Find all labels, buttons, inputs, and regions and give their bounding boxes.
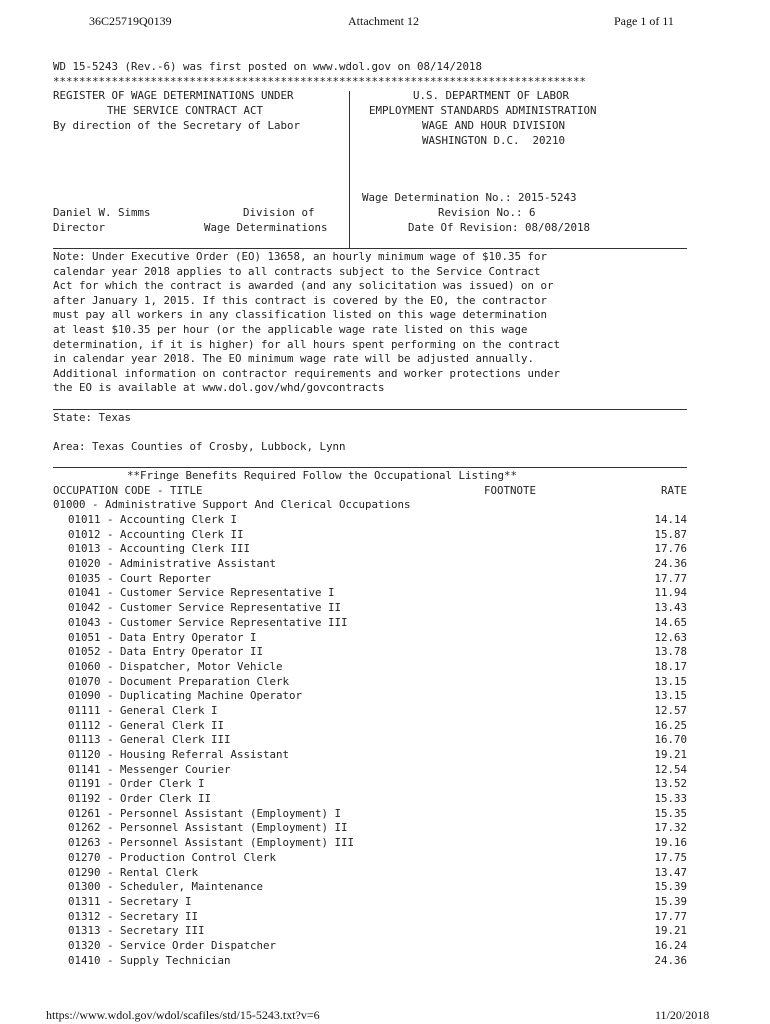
division-line-1: Division of	[243, 206, 315, 219]
occupation-rate: 15.87	[654, 527, 687, 541]
occupation-rate: 12.63	[654, 630, 687, 644]
register-line-1: REGISTER OF WAGE DETERMINATIONS UNDER	[53, 89, 294, 102]
table-row	[68, 689, 687, 704]
division-line-2: Wage Determinations	[204, 221, 328, 234]
occupation-rate: 24.36	[654, 953, 687, 967]
note-line: must pay all workers in any classification listed on this wage determination	[53, 308, 548, 322]
occupation-title: 01013 - Accounting Clerk III	[68, 542, 251, 556]
header-column-divider	[349, 91, 350, 248]
table-row	[68, 777, 687, 792]
occupation-title: 01270 - Production Control Clerk	[68, 850, 277, 864]
posting-line: WD 15-5243 (Rev.-6) was first posted on www.wdol.gov on 08/14/2018	[53, 60, 483, 73]
occupation-rate: 16.70	[654, 733, 687, 747]
occupation-title: 01141 - Messenger Courier	[68, 762, 231, 776]
occupation-title: 01120 - Housing Referral Assistant	[68, 748, 290, 761]
occupation-rate: 17.76	[654, 542, 687, 556]
occupation-title: 01043 - Customer Service Representative III	[68, 615, 348, 629]
occupation-title: 01042 - Customer Service Representative II	[68, 601, 342, 615]
column-header-rate: RATE	[660, 484, 687, 497]
occupation-rate: 13.47	[654, 865, 687, 879]
note-line: in calendar year 2018. The EO minimum wage rate will be adjusted annually.	[53, 352, 535, 366]
occupation-title: 01262 - Personnel Assistant (Employment) II	[68, 821, 348, 835]
note-bottom-rule	[53, 409, 687, 410]
note-line: calendar year 2018 applies to all contracts subject to the Service Contract	[53, 264, 541, 278]
occupation-title: 01290 - Rental Clerk	[68, 865, 199, 879]
register-line-2: THE SERVICE CONTRACT ACT	[107, 104, 264, 117]
occupation-title: 01191 - Order Clerk I	[68, 777, 205, 791]
occupation-rate: 14.14	[654, 513, 687, 526]
occupation-rate: 13.15	[654, 674, 687, 688]
column-header-footnote: FOOTNOTE	[484, 484, 537, 497]
occupation-title: 01113 - General Clerk III	[68, 733, 231, 747]
director-title: Director	[53, 221, 106, 234]
table-row	[68, 954, 687, 969]
table-row	[68, 542, 687, 557]
occupation-title: 01020 - Administrative Assistant	[68, 557, 277, 571]
table-row	[68, 836, 687, 851]
solicitation-number: 36C25719Q0139	[89, 14, 172, 28]
note-line: after January 1, 2015. If this contract is covered by the EO, the contractor	[53, 293, 548, 307]
note-line: Note: Under Executive Order (EO) 13658, an hourly minimum wage of $10.35 for	[53, 250, 548, 263]
occupation-rate: 19.21	[654, 748, 687, 761]
agency-line-2: EMPLOYMENT STANDARDS ADMINISTRATION	[369, 104, 597, 117]
occupation-title: 01300 - Scheduler, Maintenance	[68, 880, 264, 894]
table-row	[68, 851, 687, 866]
table-row	[68, 748, 687, 763]
note-line: the EO is available at www.dol.gov/whd/govcontracts	[53, 381, 385, 395]
occupation-title: 01320 - Service Order Dispatcher	[68, 938, 277, 952]
occupation-rate: 12.54	[654, 762, 687, 776]
table-row	[68, 513, 687, 528]
note-line: determination, if it is higher) for all hours spent performing on the contract	[53, 337, 561, 351]
occupation-title: 01041 - Customer Service Representative I	[68, 586, 335, 600]
occupation-rate: 13.52	[654, 777, 687, 791]
table-row	[68, 821, 687, 836]
table-row	[68, 528, 687, 543]
revision-number: Revision No.: 6	[438, 206, 536, 219]
note-line: at least $10.35 per hour (or the applicable wage rate listed on this wage	[53, 323, 528, 336]
register-line-3: By direction of the Secretary of Labor	[53, 119, 301, 132]
occupation-title: 01112 - General Clerk II	[68, 718, 225, 732]
occupation-title: 01261 - Personnel Assistant (Employment) I	[68, 806, 342, 820]
asterisk-separator: **********************************************************************************	[53, 75, 587, 88]
table-row	[68, 601, 687, 616]
agency-line-4: WASHINGTON D.C. 20210	[422, 134, 566, 147]
occupation-list	[68, 513, 687, 968]
area-line: Area: Texas Counties of Crosby, Lubbock, Lynn	[53, 440, 346, 453]
wage-determination-number: Wage Determination No.: 2015-5243	[362, 191, 577, 204]
attachment-label: Attachment 12	[348, 14, 419, 28]
director-name: Daniel W. Simms	[53, 206, 151, 219]
state-line: State: Texas	[53, 411, 132, 424]
occupation-rate: 15.39	[654, 894, 687, 908]
occupation-title: 01012 - Accounting Clerk II	[68, 527, 244, 541]
source-url: https://www.wdol.gov/wdol/scafiles/std/15-5243.txt?v=6	[46, 1008, 320, 1022]
occupation-title: 01192 - Order Clerk II	[68, 792, 212, 806]
table-row	[68, 939, 687, 954]
table-row	[68, 616, 687, 631]
table-row	[68, 631, 687, 646]
occupation-title: 01090 - Duplicating Machine Operator	[68, 689, 303, 703]
column-header-code-title: OCCUPATION CODE - TITLE	[53, 484, 203, 497]
table-row	[68, 660, 687, 675]
occupation-group-heading: 01000 - Administrative Support And Clerical Occupations	[53, 498, 411, 511]
occupation-title: 01111 - General Clerk I	[68, 703, 218, 717]
occupation-rate: 17.77	[654, 571, 687, 585]
occupation-title: 01263 - Personnel Assistant (Employment) III	[68, 836, 355, 850]
occupation-title: 01052 - Data Entry Operator II	[68, 645, 264, 659]
note-line: Act for which the contract is awarded (and any solicitation was issued) on or	[53, 279, 554, 293]
occupation-title: 01051 - Data Entry Operator I	[68, 630, 257, 644]
table-row	[68, 792, 687, 807]
occupation-rate: 19.21	[654, 924, 687, 938]
occupation-title: 01312 - Secretary II	[68, 909, 199, 923]
occupation-rate: 13.15	[654, 689, 687, 703]
table-row	[68, 763, 687, 778]
occupation-rate: 13.43	[654, 601, 687, 615]
table-row	[68, 675, 687, 690]
table-row	[68, 719, 687, 734]
print-date: 11/20/2018	[655, 1008, 710, 1022]
occupation-title: 01070 - Document Preparation Clerk	[68, 674, 290, 688]
table-row	[68, 557, 687, 572]
header-bottom-rule	[53, 248, 687, 249]
occupation-title: 01060 - Dispatcher, Motor Vehicle	[68, 659, 283, 673]
occupation-rate: 17.75	[654, 850, 687, 864]
agency-line-1: U.S. DEPARTMENT OF LABOR	[413, 89, 570, 102]
table-row	[68, 733, 687, 748]
occupation-rate: 14.65	[654, 615, 687, 629]
agency-line-3: WAGE AND HOUR DIVISION	[422, 119, 566, 132]
occupation-rate: 17.32	[654, 821, 687, 835]
page-number: Page 1 of 11	[614, 14, 674, 28]
occupation-rate: 15.39	[654, 880, 687, 894]
table-row	[68, 895, 687, 910]
occupation-rate: 13.78	[654, 645, 687, 659]
occupation-rate: 16.24	[654, 938, 687, 952]
occupation-title: 01011 - Accounting Clerk I	[68, 513, 238, 526]
occupation-rate: 18.17	[654, 659, 687, 673]
occupation-rate: 17.77	[654, 909, 687, 923]
occupation-title: 01035 - Court Reporter	[68, 571, 212, 585]
table-row	[68, 880, 687, 895]
occupation-rate: 15.35	[654, 806, 687, 820]
occupation-rate: 12.57	[654, 703, 687, 717]
table-row	[68, 807, 687, 822]
table-row	[68, 704, 687, 719]
occupation-title: 01311 - Secretary I	[68, 894, 192, 908]
fringe-benefits-note: **Fringe Benefits Required Follow the Occupational Listing**	[127, 469, 518, 482]
table-row	[68, 866, 687, 881]
occupation-title: 01410 - Supply Technician	[68, 953, 231, 967]
occupation-rate: 19.16	[654, 836, 687, 850]
table-row	[68, 645, 687, 660]
revision-date: Date Of Revision: 08/08/2018	[408, 221, 591, 234]
occupation-rate: 15.33	[654, 792, 687, 806]
occupation-rate: 16.25	[654, 718, 687, 732]
table-row	[68, 910, 687, 925]
occupation-title: 01313 - Secretary III	[68, 924, 205, 938]
table-row	[68, 586, 687, 601]
occupation-rate: 11.94	[654, 586, 687, 600]
note-line: Additional information on contractor requirements and worker protections under	[53, 366, 561, 380]
occupation-rate: 24.36	[654, 557, 687, 571]
table-row	[68, 572, 687, 587]
table-row	[68, 924, 687, 939]
table-top-rule	[53, 467, 687, 468]
